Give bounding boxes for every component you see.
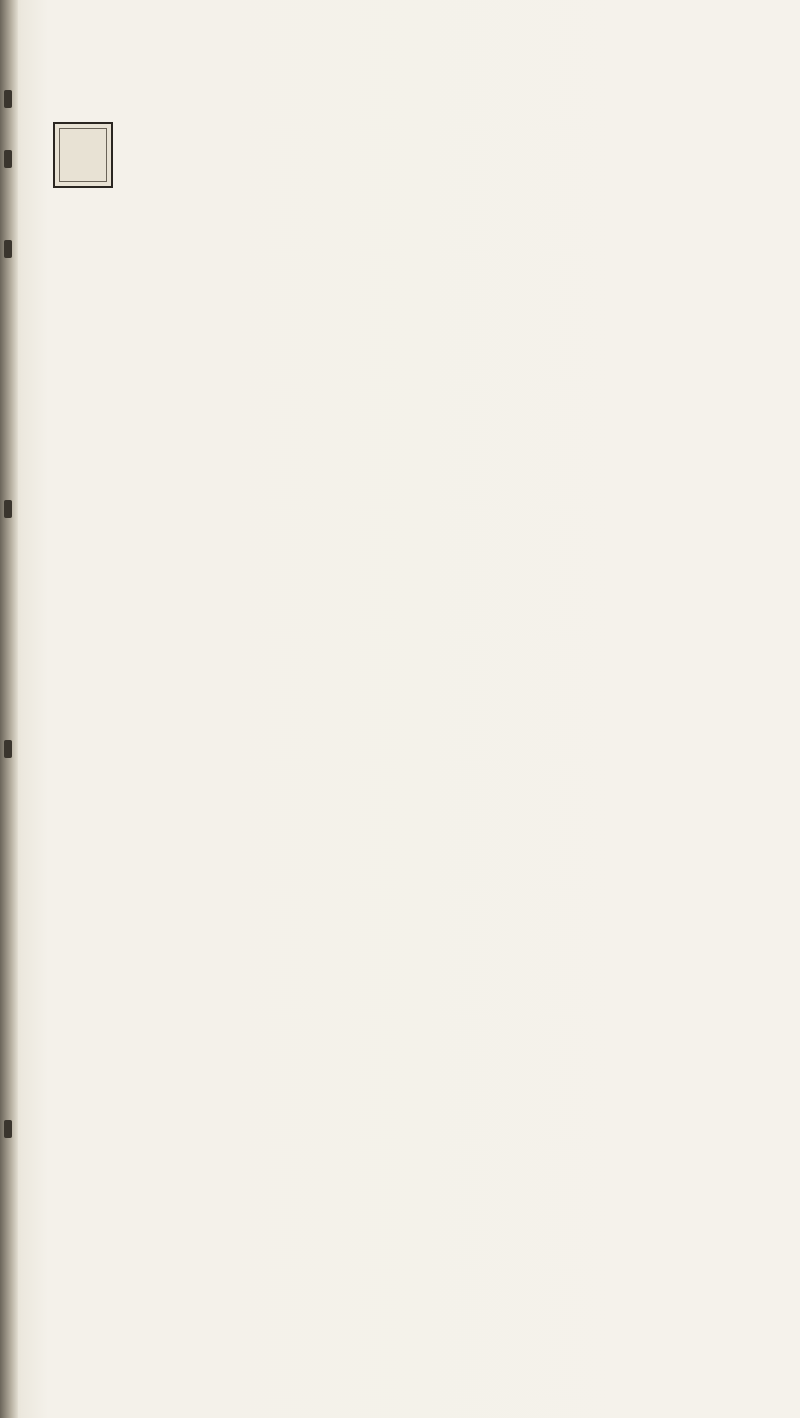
book-spine (0, 0, 18, 1418)
binding-mark (4, 500, 12, 518)
binding-mark (4, 90, 12, 108)
binding-mark (4, 240, 12, 258)
drop-initial (53, 122, 113, 188)
binding-mark (4, 740, 12, 758)
text-column (55, 68, 685, 188)
chapter-heading (99, 88, 685, 110)
page-header (160, 26, 760, 74)
binding-mark (4, 1120, 12, 1138)
binding-mark (4, 150, 12, 168)
